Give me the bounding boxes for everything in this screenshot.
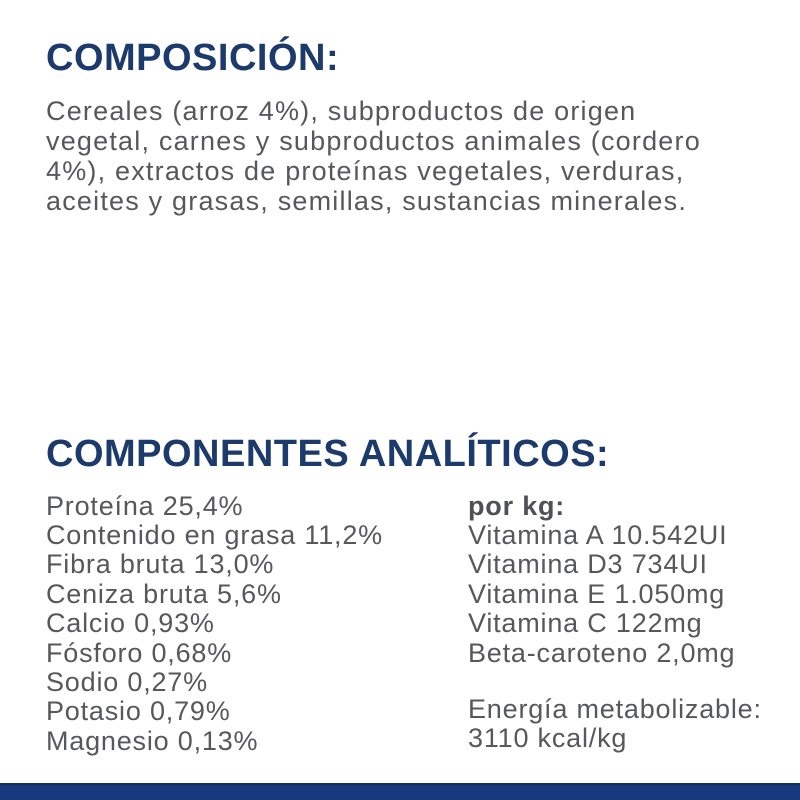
nutrient-value: 0,27%: [127, 667, 208, 698]
analytical-columns: [46, 490, 762, 757]
nutrient-value: 0,93%: [134, 608, 215, 639]
vitamin-item: [468, 639, 762, 668]
vitamin-label: Vitamina C: [468, 608, 608, 639]
analytical-section: [46, 432, 762, 756]
nutrient-value: 11,2%: [304, 520, 383, 550]
nutrient-label: Calcio: [46, 608, 126, 639]
vitamin-value: 122mg: [615, 608, 703, 639]
nutrient-value: 25,4%: [162, 490, 244, 521]
nutrient-item: [46, 492, 468, 521]
vitamin-list: [468, 521, 762, 668]
vitamin-label: Vitamina D3: [468, 549, 624, 580]
nutrient-item: [46, 727, 468, 756]
vitamin-value: 2,0mg: [656, 637, 736, 668]
vitamin-value: 1.050mg: [614, 578, 726, 609]
vitamin-value: 10.542UI: [611, 520, 728, 550]
energy-block: [468, 695, 762, 754]
energy-value: 3110 kcal/kg: [468, 723, 628, 754]
composition-section: [46, 38, 756, 216]
vitamin-value: 734UI: [631, 549, 708, 580]
nutrient-value: 13,0%: [193, 549, 275, 580]
per-kg-subheading: por kg:: [468, 490, 566, 521]
nutrient-item: [46, 668, 468, 697]
nutrient-item: [46, 550, 468, 579]
composition-heading: COMPOSICIÓN:: [46, 37, 340, 79]
per-kg-column: [468, 492, 762, 757]
nutrient-item: [46, 639, 468, 668]
vitamin-label: Beta-caroteno: [468, 637, 649, 668]
analytical-heading: COMPONENTES ANALÍTICOS:: [46, 432, 610, 475]
vitamin-item: [468, 521, 762, 550]
nutrient-list: [46, 492, 468, 757]
nutrient-item: [46, 521, 468, 550]
nutrient-label: Magnesio: [46, 725, 170, 756]
nutrient-label: Contenido en grasa: [46, 520, 297, 550]
nutrient-value: 0,13%: [177, 725, 259, 756]
nutrient-label: Fibra bruta: [46, 549, 186, 580]
nutrient-item: [46, 609, 468, 638]
nutrient-value: 0,68%: [151, 637, 233, 668]
vitamin-label: Vitamina E: [468, 578, 607, 609]
nutrient-item: [46, 580, 468, 609]
nutrient-label: Ceniza bruta: [46, 578, 209, 609]
vitamin-item: [468, 580, 762, 609]
vitamin-item: [468, 609, 762, 638]
nutrient-label: Potasio: [46, 696, 142, 727]
bottom-accent-bar: [0, 783, 800, 800]
vitamin-item: [468, 550, 762, 579]
nutrient-value: 0,79%: [149, 696, 231, 727]
nutrient-label: Sodio: [46, 667, 120, 698]
nutrient-item: [46, 697, 468, 726]
vitamin-label: Vitamina A: [468, 520, 604, 550]
nutrient-value: 5,6%: [217, 578, 282, 609]
composition-text: Cereales (arroz 4%), subproductos de origen vegetal, carnes y subproductos animales (cordero 4%), extractos de proteínas vegetales, verduras, aceites y grasas, semillas, sustancias minerales.: [46, 95, 701, 216]
nutrient-label: Fósforo: [46, 637, 144, 668]
energy-label: Energía metabolizable:: [468, 694, 762, 725]
nutrient-label: Proteína: [46, 490, 155, 521]
